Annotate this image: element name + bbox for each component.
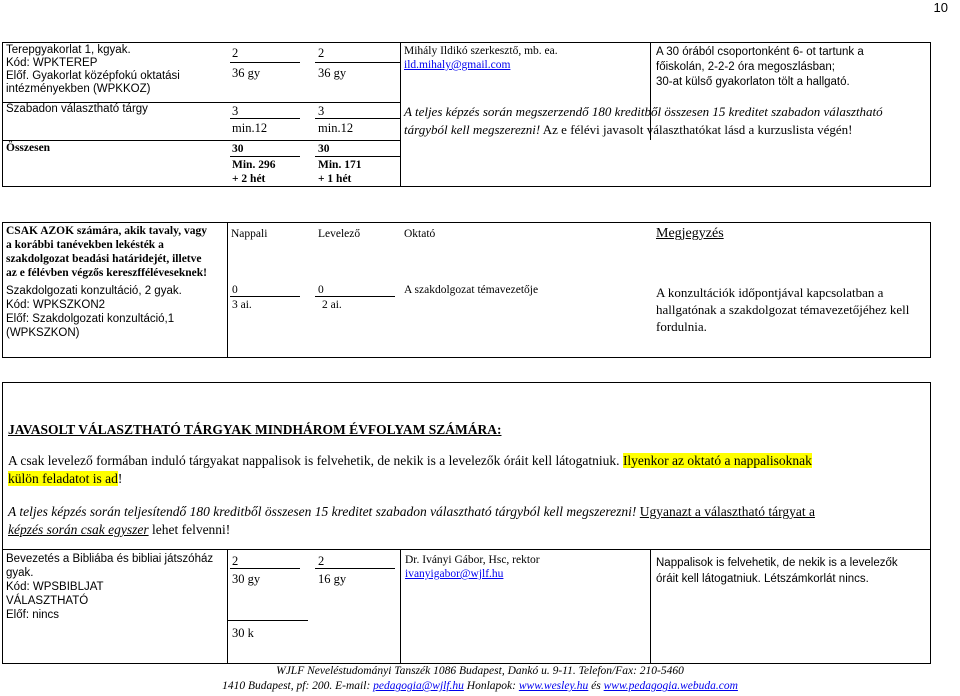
- t2-levelezo-hours: 2 ai.: [322, 299, 342, 311]
- row2-levelezo-credit: 3: [318, 104, 325, 118]
- row1-levelezo-credit: 2: [318, 46, 325, 60]
- t3-teacher-email-link[interactable]: ivanyigabor@wjlf.hu: [405, 568, 504, 580]
- row1-levelezo-hours: 36 gy: [318, 66, 347, 80]
- teacher-email-link[interactable]: ild.mihaly@gmail.com: [404, 59, 511, 71]
- header-levelezo: Levelező: [318, 228, 361, 240]
- row2-nappali-hours: min.12: [232, 121, 268, 135]
- t3-levelezo-hours: 16 gy: [318, 572, 347, 586]
- t3-note: Nappalisok is felvehetik, de nekik is a levelezők óráit kell látogatniuk. Létszámkorlát nincs.: [656, 557, 898, 585]
- footer-site-pedagogia-link[interactable]: www.pedagogia.webuda.com: [603, 680, 738, 692]
- row1-teacher: Mihály Ildikó szerkesztő, mb. ea. ild.mihaly@gmail.com: [404, 45, 558, 71]
- t2-nappali-hours: 3 ai.: [232, 299, 252, 311]
- row3-label: Összesen: [6, 142, 51, 154]
- row3-levelezo: 30 Min. 171 + 1 hét: [318, 143, 362, 185]
- row2-note: A teljes képzés során megszerzendő 180 kreditből összesen 15 kreditet szabadon választható tárgyból kell megszerezni! Az e félévi javasolt választhatókat lásd a kurzuslista végén!: [404, 104, 883, 137]
- t3-levelezo-credit: 2: [318, 554, 325, 568]
- t2-note: A konzultációk időpontjával kapcsolatban a hallgatónak a szakdolgozat témavezetőjéhez kell fordulnia.: [656, 285, 910, 334]
- row1-note: A 30 órából csoportonként 6- ot tartunk a főiskolán, 2-2-2 óra megoszlásban; 30-at külső gyakorlaton tölt a hallgató.: [656, 46, 864, 88]
- row2-course: Szabadon választható tárgy: [6, 103, 148, 115]
- header-oktato: Oktató: [404, 228, 436, 240]
- t2-levelezo-credit: 0: [318, 284, 324, 296]
- row2-nappali-credit: 3: [232, 104, 239, 118]
- t3-teacher: Dr. Iványi Gábor, Hsc, rektor ivanyigabor@wjlf.hu: [405, 554, 540, 580]
- footer: WJLF Neveléstudományi Tanszék 1086 Budapest, Dankó u. 9-11. Telefon/Fax: 210-5460 1410 Budapest, pf: 200. E-mail: pedagogia@wjlf.hu Honlapok: www.wesley.hu és www.pedagogia.webuda.com: [222, 665, 738, 692]
- row1-nappali-credit: 2: [232, 46, 239, 60]
- row1-nappali-hours: 36 gy: [232, 66, 261, 80]
- course-biblia: Bevezetés a Bibliába és bibliai játszóház gyak. Kód: WPSBIBLJAT VÁLASZTHATÓ Előf: nincs: [6, 553, 214, 621]
- footer-email-link[interactable]: pedagogia@wjlf.hu: [373, 680, 464, 692]
- t3-nappali-hours: 30 gy: [232, 572, 261, 586]
- row3-nappali: 30 Min. 296 + 2 hét: [232, 143, 276, 185]
- section-title: JAVASOLT VÁLASZTHATÓ TÁRGYAK MINDHÁROM ÉVFOLYAM SZÁMÁRA:: [8, 422, 502, 437]
- row2-levelezo-hours: min.12: [318, 121, 354, 135]
- page-number: 10: [933, 0, 948, 15]
- course-szakdolgozat: Szakdolgozati konzultáció, 2 gyak. Kód: WPKSZKON2 Előf: Szakdolgozati konzultáció,1 (WPKSZKON): [6, 285, 182, 339]
- t2-oktato: A szakdolgozat témavezetője: [404, 284, 539, 296]
- course-terepgyakorlat: Terepgyakorlat 1, kgyak. Kód: WPKTEREP Előf. Gyakorlat középfokú oktatási intézményekben (WPKKOZ): [6, 44, 180, 95]
- section-para2: A teljes képzés során teljesítendő 180 kreditből összesen 15 kreditet szabadon választható tárgyból kell megszerezni! Ugyanazt a választható tárgyat a képzés során csak egyszer lehet felvenni!: [8, 504, 815, 537]
- t3-nappali-k: 30 k: [232, 626, 254, 640]
- header-nappali: Nappali: [231, 228, 268, 240]
- t3-nappali-credit: 2: [232, 554, 239, 568]
- header-megjegyzes: Megjegyzés: [656, 226, 724, 241]
- warning-text: CSAK AZOK számára, akik tavaly, vagy a korábbi tanévekben lekésték a szakdolgozat beadási határidejét, illetve az e félévben végzős kereszfféléveseknek!: [6, 225, 207, 279]
- section-para1: A csak levelező formában induló tárgyakat nappalisok is felvehetik, de nekik is a levelezők óráit kell látogatniuk. Ilyenkor az oktató a nappalisoknak külön feladatot is ad!: [8, 453, 812, 486]
- t2-nappali-credit: 0: [232, 284, 238, 296]
- footer-site-wesley-link[interactable]: www.wesley.hu: [518, 680, 589, 692]
